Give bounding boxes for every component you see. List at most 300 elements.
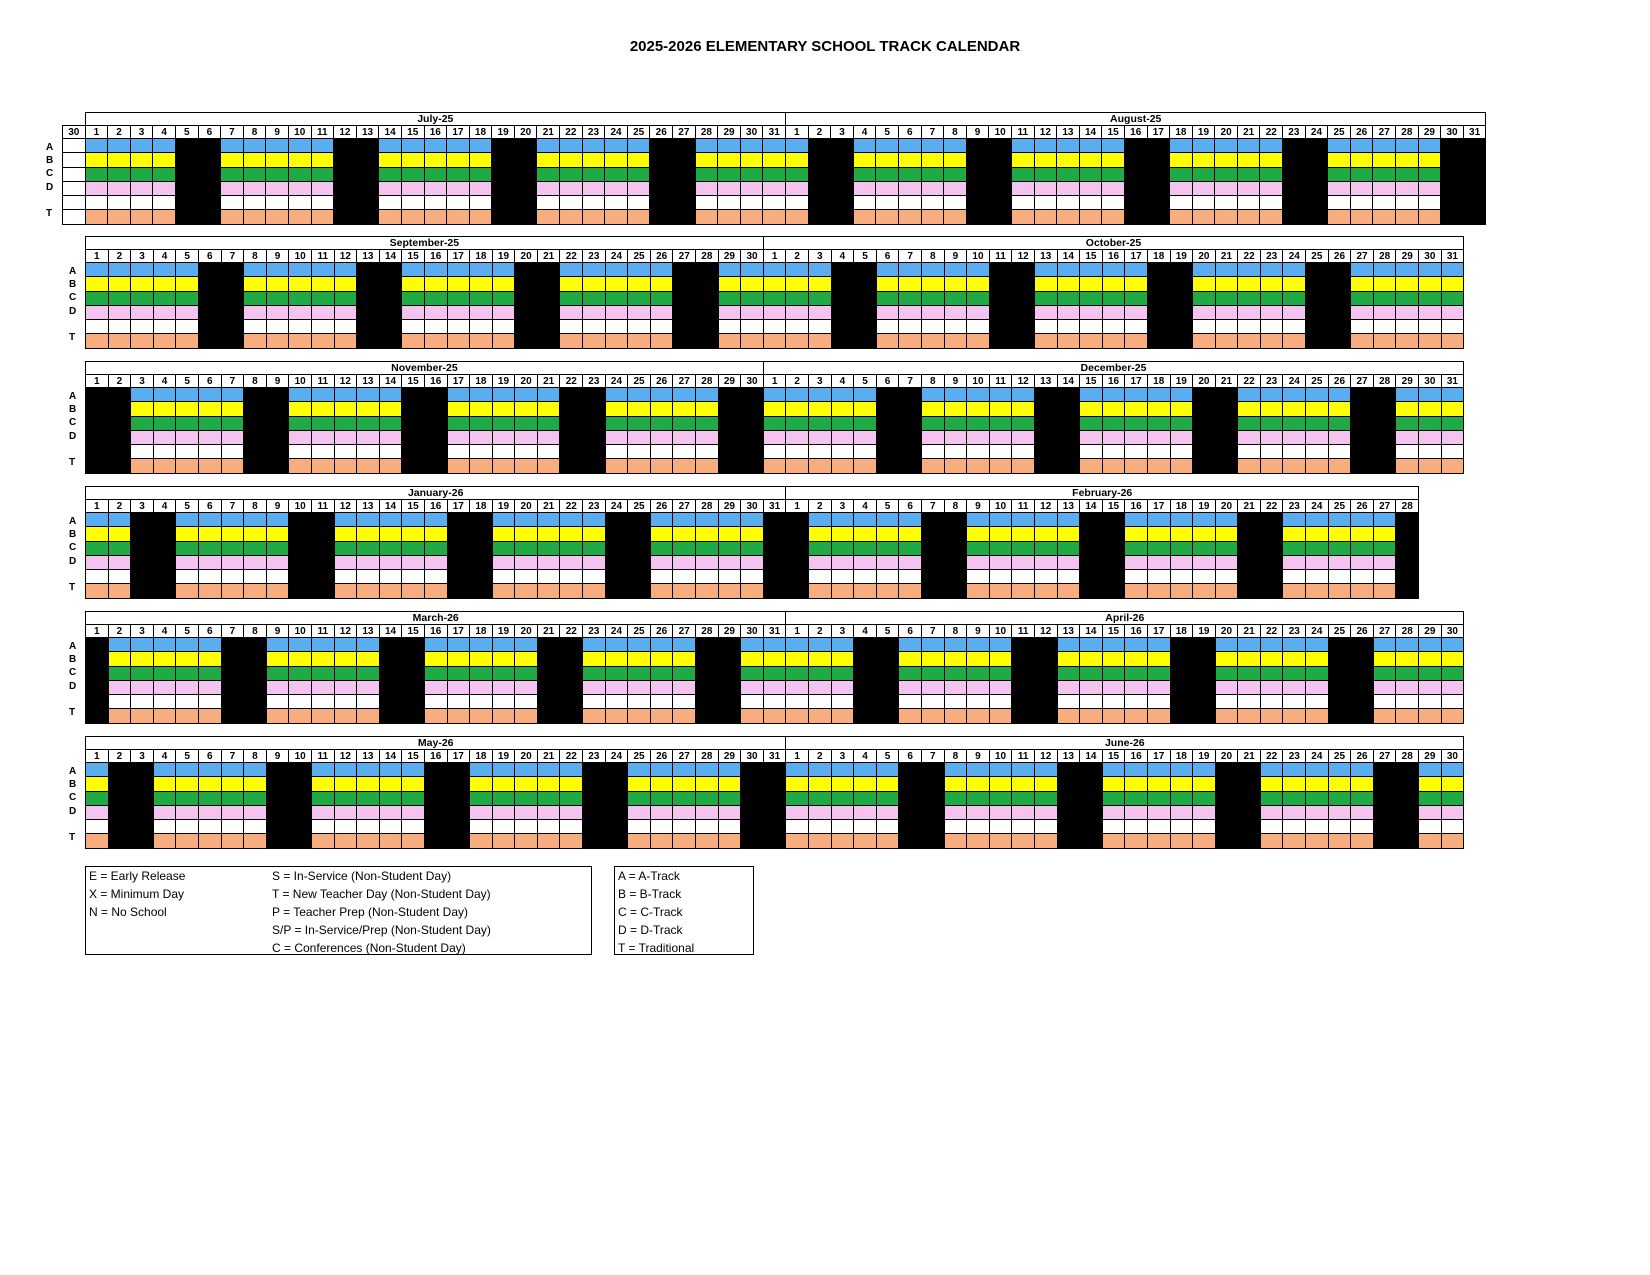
calendar-cell	[198, 584, 221, 598]
calendar-cell	[357, 277, 380, 291]
calendar-cell	[470, 527, 493, 541]
day-number: 14	[1079, 126, 1102, 139]
calendar-cell	[1237, 139, 1260, 153]
calendar-cell	[1034, 570, 1057, 584]
track-label-d: D	[69, 805, 77, 817]
calendar-cell	[379, 680, 402, 694]
calendar-cell	[1215, 820, 1238, 834]
calendar-cell	[153, 139, 176, 153]
calendar-cell	[831, 291, 854, 305]
day-number: 8	[244, 500, 267, 513]
calendar-cell	[311, 153, 334, 167]
calendar-cell	[921, 263, 944, 277]
day-number: 15	[1102, 126, 1125, 139]
calendar-cell	[831, 763, 854, 777]
calendar-cell	[221, 305, 244, 319]
calendar-cell	[402, 666, 425, 680]
calendar-cell	[1283, 320, 1306, 334]
calendar-cell	[583, 777, 606, 791]
calendar-cell	[1215, 153, 1238, 167]
calendar-cell	[492, 305, 515, 319]
day-number: 16	[424, 250, 447, 263]
calendar-cell	[515, 291, 538, 305]
calendar-cell	[1441, 320, 1464, 334]
calendar-cell	[786, 695, 809, 709]
calendar-cell	[1373, 445, 1396, 459]
calendar-cell	[673, 834, 696, 848]
calendar-cell	[763, 196, 786, 210]
calendar-cell	[1193, 805, 1216, 819]
calendar-cell	[1125, 320, 1148, 334]
calendar-cell	[1306, 402, 1329, 416]
calendar-cell	[1260, 291, 1283, 305]
calendar-cell	[1260, 196, 1283, 210]
day-number: 17	[1147, 625, 1170, 638]
calendar-cell	[1283, 459, 1306, 473]
day-number: 8	[244, 250, 267, 263]
calendar-cell	[334, 388, 357, 402]
day-number: 25	[1306, 375, 1329, 388]
calendar-cell	[921, 430, 944, 444]
day-number: 24	[1283, 375, 1306, 388]
calendar-cell	[1283, 527, 1306, 541]
calendar-cell	[447, 320, 470, 334]
calendar-cell	[605, 291, 628, 305]
calendar-cell	[1193, 541, 1216, 555]
calendar-cell	[1080, 527, 1103, 541]
calendar-cell	[899, 263, 922, 277]
day-number: 19	[492, 126, 515, 139]
calendar-cell	[786, 777, 809, 791]
calendar-cell	[447, 834, 470, 848]
calendar-cell	[108, 834, 131, 848]
calendar-cell	[786, 167, 809, 181]
calendar-cell	[899, 459, 922, 473]
calendar-cell	[1125, 834, 1148, 848]
calendar-cell	[1080, 695, 1103, 709]
day-number: 19	[492, 500, 515, 513]
calendar-cell	[605, 777, 628, 791]
day-number: 17	[447, 375, 470, 388]
day-number: 19	[1193, 750, 1216, 763]
calendar-cell	[402, 680, 425, 694]
calendar-cell	[537, 291, 560, 305]
calendar-cell	[221, 196, 244, 210]
calendar-cell	[921, 388, 944, 402]
track-label-d: D	[69, 305, 77, 317]
calendar-cell	[786, 555, 809, 569]
calendar-cell	[447, 388, 470, 402]
calendar-cell	[1193, 388, 1216, 402]
track-row-label	[85, 584, 86, 598]
day-number: 13	[1034, 375, 1057, 388]
calendar-cell	[1034, 652, 1057, 666]
track-row-label	[85, 666, 86, 680]
calendar-cell	[583, 834, 606, 848]
calendar-cell	[1238, 709, 1261, 723]
day-number: 30	[741, 750, 764, 763]
calendar-cell	[650, 777, 673, 791]
calendar-cell	[86, 777, 109, 791]
calendar-cell	[515, 416, 538, 430]
calendar-cell	[989, 555, 1012, 569]
calendar-cell	[1373, 834, 1396, 848]
calendar-cell	[809, 584, 832, 598]
calendar-cell	[86, 388, 109, 402]
calendar-cell	[673, 153, 696, 167]
day-number: 21	[537, 126, 560, 139]
calendar-cell	[537, 305, 560, 319]
day-number: 7	[221, 500, 244, 513]
calendar-cell	[469, 181, 492, 195]
calendar-cell	[1034, 513, 1057, 527]
calendar-cell	[1306, 388, 1329, 402]
calendar-cell	[153, 777, 176, 791]
calendar-cell	[447, 820, 470, 834]
calendar-cell	[379, 430, 402, 444]
calendar-cell	[696, 334, 719, 348]
calendar-cell	[628, 334, 651, 348]
calendar-cell	[1351, 709, 1374, 723]
track-row-label	[85, 652, 86, 666]
calendar-cell	[334, 652, 357, 666]
track-row-label	[85, 402, 86, 416]
calendar-cell	[515, 459, 538, 473]
calendar-cell	[628, 320, 651, 334]
calendar-cell	[131, 334, 154, 348]
calendar-cell	[809, 695, 832, 709]
calendar-cell	[334, 210, 357, 224]
calendar-cell	[628, 638, 651, 652]
calendar-cell	[831, 416, 854, 430]
calendar-cell	[424, 555, 447, 569]
calendar-cell	[696, 277, 719, 291]
calendar-cell	[944, 541, 967, 555]
calendar-cell	[605, 277, 628, 291]
day-number: 25	[1328, 625, 1351, 638]
calendar-cell	[1012, 638, 1035, 652]
calendar-cell	[673, 320, 696, 334]
calendar-cell	[1463, 167, 1486, 181]
calendar-cell	[1080, 305, 1103, 319]
calendar-cell	[650, 388, 673, 402]
calendar-cell	[1193, 791, 1216, 805]
calendar-cell	[244, 820, 267, 834]
day-number: 21	[537, 625, 560, 638]
track-label-c: C	[46, 168, 54, 180]
calendar-cell	[966, 139, 989, 153]
calendar-cell	[108, 791, 131, 805]
calendar-cell	[131, 777, 154, 791]
calendar-cell	[537, 527, 560, 541]
track-row-label	[85, 763, 86, 777]
calendar-cell	[469, 210, 492, 224]
day-number: 10	[289, 625, 312, 638]
calendar-cell	[492, 320, 515, 334]
calendar-cell	[1441, 695, 1464, 709]
day-number: 21	[1237, 126, 1260, 139]
calendar-cell	[1170, 277, 1193, 291]
calendar-band-jul-aug	[62, 112, 1486, 225]
calendar-cell	[809, 263, 832, 277]
calendar-cell	[786, 139, 809, 153]
calendar-cell	[1373, 402, 1396, 416]
calendar-cell	[1396, 320, 1419, 334]
calendar-cell	[1306, 513, 1329, 527]
calendar-cell	[1125, 291, 1148, 305]
calendar-cell	[357, 402, 380, 416]
calendar-cell	[763, 263, 786, 277]
calendar-cell	[1215, 167, 1238, 181]
calendar-cell	[1193, 430, 1216, 444]
calendar-cell	[1012, 820, 1035, 834]
calendar-cell	[560, 196, 583, 210]
calendar-cell	[537, 402, 560, 416]
calendar-cell	[379, 320, 402, 334]
calendar-cell	[718, 695, 741, 709]
calendar-cell	[176, 513, 199, 527]
calendar-cell	[763, 570, 786, 584]
day-number: 20	[1215, 126, 1238, 139]
calendar-cell	[357, 334, 380, 348]
calendar-cell	[921, 695, 944, 709]
calendar-cell	[1328, 834, 1351, 848]
calendar-cell	[1080, 791, 1103, 805]
legend-day-p: P = Teacher Prep (Non-Student Day)	[272, 905, 468, 919]
calendar-cell	[628, 541, 651, 555]
day-number: 13	[1057, 126, 1080, 139]
calendar-cell	[1193, 584, 1216, 598]
day-number: 4	[153, 500, 176, 513]
calendar-cell	[1351, 541, 1374, 555]
calendar-cell	[673, 388, 696, 402]
calendar-cell	[786, 805, 809, 819]
calendar-cell	[402, 513, 425, 527]
calendar-cell	[131, 513, 154, 527]
calendar-cell	[402, 277, 425, 291]
calendar-cell	[696, 709, 719, 723]
calendar-cell	[1102, 805, 1125, 819]
day-number: 14	[379, 750, 402, 763]
calendar-cell	[1170, 263, 1193, 277]
day-number: 31	[763, 500, 786, 513]
calendar-cell	[921, 555, 944, 569]
calendar-cell	[470, 291, 493, 305]
calendar-cell	[1147, 763, 1170, 777]
calendar-cell	[1147, 695, 1170, 709]
calendar-cell	[1124, 139, 1147, 153]
calendar-cell	[289, 277, 312, 291]
calendar-cell	[108, 181, 131, 195]
track-row-label	[62, 181, 63, 195]
calendar-cell	[696, 541, 719, 555]
calendar-band-may-jun	[85, 736, 1464, 849]
calendar-cell	[1057, 777, 1080, 791]
calendar-cell	[695, 210, 718, 224]
calendar-cell	[831, 541, 854, 555]
calendar-cell	[175, 196, 198, 210]
calendar-cell	[921, 680, 944, 694]
calendar-cell	[221, 680, 244, 694]
calendar-cell	[673, 555, 696, 569]
calendar-cell	[176, 652, 199, 666]
calendar-cell	[1373, 139, 1396, 153]
calendar-cell	[1170, 820, 1193, 834]
day-number: 12	[334, 126, 357, 139]
calendar-cell	[402, 527, 425, 541]
calendar-cell	[605, 139, 628, 153]
day-number: 20	[515, 250, 538, 263]
calendar-cell	[1193, 445, 1216, 459]
calendar-cell	[650, 430, 673, 444]
calendar-cell	[1125, 666, 1148, 680]
calendar-cell	[854, 555, 877, 569]
calendar-cell	[424, 570, 447, 584]
calendar-cell	[854, 584, 877, 598]
calendar-cell	[1215, 181, 1238, 195]
calendar-cell	[1170, 402, 1193, 416]
calendar-cell	[1283, 513, 1306, 527]
calendar-cell	[650, 139, 673, 153]
calendar-cell	[1306, 695, 1329, 709]
calendar-cell	[1124, 181, 1147, 195]
calendar-cell	[1125, 445, 1148, 459]
calendar-cell	[1215, 210, 1238, 224]
calendar-cell	[1011, 196, 1034, 210]
calendar-cell	[1396, 834, 1419, 848]
calendar-cell	[108, 709, 131, 723]
calendar-cell	[1147, 430, 1170, 444]
calendar-cell	[334, 181, 357, 195]
calendar-cell	[492, 805, 515, 819]
day-number: 4	[153, 375, 176, 388]
calendar-cell	[379, 652, 402, 666]
calendar-cell	[786, 527, 809, 541]
calendar-cell	[696, 291, 719, 305]
track-label-t: T	[69, 707, 76, 719]
calendar-cell	[921, 210, 944, 224]
calendar-cell	[1057, 305, 1080, 319]
calendar-cell	[266, 277, 289, 291]
calendar-cell	[831, 513, 854, 527]
calendar-cell	[1306, 652, 1329, 666]
day-number: 7	[921, 750, 944, 763]
calendar-cell	[1396, 430, 1419, 444]
calendar-cell	[424, 388, 447, 402]
calendar-cell	[424, 416, 447, 430]
calendar-cell	[899, 666, 922, 680]
calendar-cell	[989, 305, 1012, 319]
calendar-cell	[289, 695, 312, 709]
calendar-cell	[176, 709, 199, 723]
calendar-cell	[1057, 320, 1080, 334]
calendar-cell	[560, 805, 583, 819]
calendar-cell	[786, 541, 809, 555]
calendar-cell	[605, 445, 628, 459]
calendar-cell	[1238, 334, 1261, 348]
track-row-label	[62, 139, 63, 153]
calendar-cell	[153, 570, 176, 584]
calendar-cell	[740, 210, 763, 224]
calendar-cell	[108, 555, 131, 569]
calendar-cell	[1057, 791, 1080, 805]
calendar-cell	[741, 527, 764, 541]
day-number: 29	[1396, 375, 1419, 388]
calendar-cell	[289, 513, 312, 527]
calendar-cell	[402, 459, 425, 473]
day-number: 22	[1238, 250, 1261, 263]
day-number: 7	[899, 375, 922, 388]
day-number: 29	[718, 126, 741, 139]
calendar-cell	[176, 263, 199, 277]
calendar-cell	[1328, 277, 1351, 291]
calendar-cell	[153, 820, 176, 834]
calendar-cell	[944, 459, 967, 473]
calendar-cell	[311, 777, 334, 791]
calendar-cell	[1238, 666, 1261, 680]
calendar-cell	[447, 652, 470, 666]
calendar-cell	[1147, 777, 1170, 791]
calendar-cell	[515, 541, 538, 555]
calendar-cell	[289, 570, 312, 584]
calendar-cell	[131, 445, 154, 459]
calendar-cell	[1238, 388, 1261, 402]
calendar-cell	[966, 167, 989, 181]
calendar-cell	[447, 805, 470, 819]
calendar-cell	[537, 210, 560, 224]
calendar-cell	[198, 139, 221, 153]
calendar-cell	[244, 277, 267, 291]
calendar-cell	[583, 805, 606, 819]
calendar-cell	[244, 320, 267, 334]
calendar-cell	[876, 680, 899, 694]
calendar-cell	[108, 334, 131, 348]
calendar-cell	[515, 305, 538, 319]
day-number: 28	[1396, 126, 1419, 139]
calendar-cell	[198, 638, 221, 652]
calendar-cell	[1170, 459, 1193, 473]
calendar-cell	[1441, 459, 1464, 473]
calendar-cell	[650, 277, 673, 291]
calendar-cell	[1034, 277, 1057, 291]
calendar-cell	[334, 153, 357, 167]
calendar-cell	[1328, 430, 1351, 444]
calendar-cell	[1215, 416, 1238, 430]
day-number: 19	[492, 625, 515, 638]
calendar-cell	[1260, 584, 1283, 598]
calendar-cell	[831, 805, 854, 819]
calendar-cell	[86, 834, 109, 848]
calendar-cell	[1102, 527, 1125, 541]
calendar-band-mar-apr	[85, 611, 1464, 724]
calendar-cell	[1328, 167, 1351, 181]
calendar-cell	[424, 763, 447, 777]
day-number: 1	[86, 250, 109, 263]
calendar-cell	[944, 334, 967, 348]
calendar-cell	[379, 777, 402, 791]
calendar-cell	[86, 416, 109, 430]
calendar-cell	[673, 291, 696, 305]
calendar-cell	[763, 291, 786, 305]
calendar-cell	[967, 527, 990, 541]
calendar-cell	[447, 291, 470, 305]
calendar-cell	[627, 167, 650, 181]
day-number: 7	[221, 625, 244, 638]
calendar-cell	[1034, 459, 1057, 473]
calendar-cell	[853, 181, 876, 195]
calendar-cell	[583, 388, 606, 402]
calendar-cell	[153, 555, 176, 569]
